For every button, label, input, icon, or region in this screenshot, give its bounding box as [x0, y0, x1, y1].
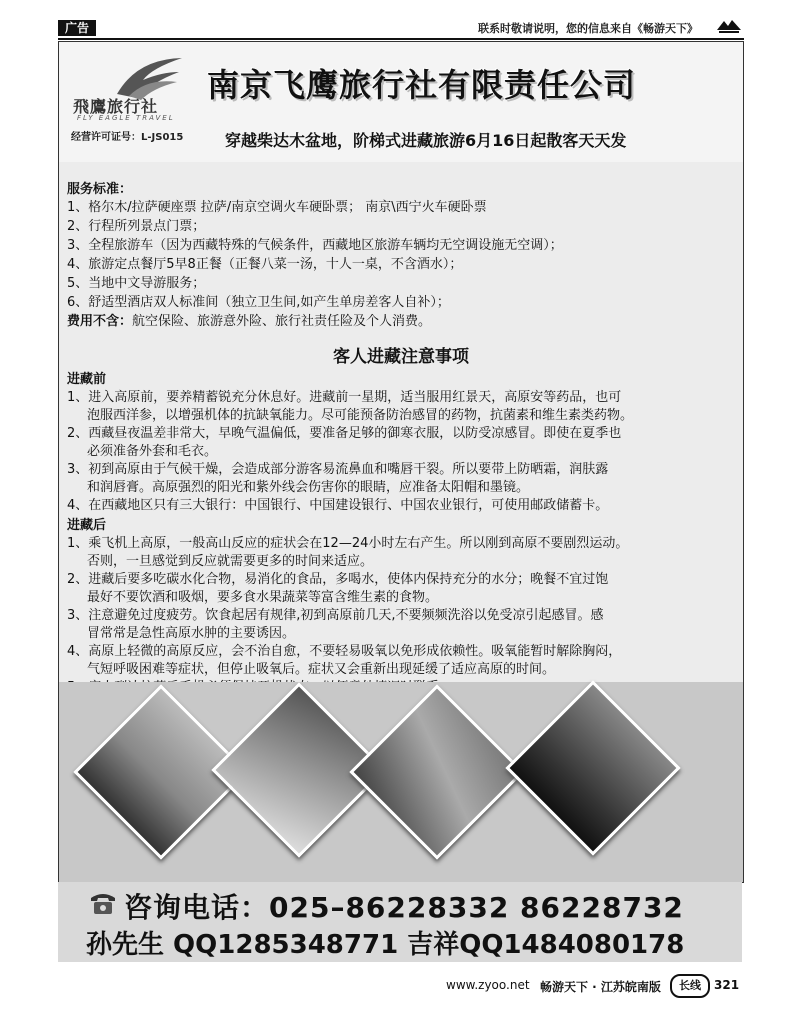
service-item: 1、格尔木/拉萨硬座票 拉萨/南京空调火车硬卧票； 南京\西宁火车硬卧票 [67, 200, 487, 215]
ad-tag: 广告 [58, 20, 96, 36]
lake-birds-photo [349, 684, 524, 859]
after-note: 4、高原上轻微的高原反应，会不治自愈，不要轻易吸氧以免形成依赖性。吸氧能暂时解除胸闷， [67, 644, 622, 659]
before-note: 必须准备外套和毛衣。 [87, 444, 218, 459]
contact-block [58, 882, 742, 962]
header [59, 42, 743, 162]
contact-qq: 孙先生 QQ1285348771 吉祥QQ1484080178 [86, 930, 685, 960]
after-note: 否则，一旦感觉到反应就需要更多的时间来适应。 [87, 554, 374, 569]
service-item: 2、行程所列景点门票； [67, 219, 206, 234]
top-bar [0, 0, 800, 40]
before-note: 2、西藏昼夜温差非常大，早晚气温偏低，要准备足够的御寒衣服，以防受凉感冒。即使在夏季也 [67, 426, 622, 441]
service-title: 服务标准： [67, 182, 133, 197]
logo-english-name: FLY EAGLE TRAVEL [77, 114, 175, 122]
before-label: 进藏前 [67, 372, 107, 387]
before-note: 和润唇膏。高原强烈的阳光和紫外线会伤害你的眼睛，应准备太阳帽和墨镜。 [87, 480, 530, 495]
footer-section-badge: 长线 [670, 974, 710, 998]
photo-collage [59, 682, 743, 882]
tour-headline: 穿越柴达木盆地，阶梯式进藏旅游6月16日起散客天天发 [225, 131, 627, 150]
after-note: 2、进藏后要多吃碳水化合物，易消化的食品，多喝水，使体内保持充分的水分；晚餐不宜过饱 [67, 572, 609, 587]
consult-phone: 咨询电话：025–86228332 86228732 [124, 891, 684, 924]
license-number: 经营许可证号：L-JS015 [71, 132, 184, 143]
after-note: 最好不要饮酒和吸烟，要多食水果蔬菜等富含维生素的食物。 [87, 590, 439, 605]
phone-icon [88, 890, 118, 916]
excluded-label: 费用不含： [67, 314, 133, 329]
after-note: 冒常常是急性高原水肿的主要诱因。 [87, 626, 296, 641]
excluded-text: 航空保险、旅游意外险、旅行社责任险及个人消费。 [132, 314, 432, 329]
after-note: 气短呼吸困难等症状，但停止吸氧后。症状又会重新出现延缓了适应高原的时间。 [87, 662, 556, 677]
buddha-statue-photo [505, 680, 680, 855]
after-label: 进藏后 [67, 518, 107, 533]
magazine-logo-icon [716, 18, 742, 38]
service-item: 5、当地中文导游服务； [67, 276, 206, 291]
before-note: 泡服西洋参，以增强机体的抗缺氧能力。尽可能预备防治感冒的药物，抗菌素和维生素类药物。 [87, 408, 634, 423]
excluded-costs [67, 310, 431, 329]
page-footer [0, 970, 800, 1000]
advertisement-frame [58, 41, 744, 883]
top-notice: 联系时敬请说明，您的信息来自《畅游天下》 [478, 22, 698, 35]
content-body [59, 162, 743, 682]
page-number: 321 [714, 978, 740, 992]
footer-url: www.zyoo.net [446, 978, 530, 992]
notes-title: 客人进藏注意事项 [333, 347, 469, 367]
after-note: 3、注意避免过度疲劳。饮食起居有规律,初到高原前几天,不要频频洗浴以免受凉引起感冒。感 [67, 608, 604, 623]
company-name: 南京飞鹰旅行社有限责任公司 [207, 66, 637, 104]
logo-chinese-name: 飛鷹旅行社 [73, 97, 159, 116]
before-note: 3、初到高原由于气候干燥，会造成部分游客易流鼻血和嘴唇干裂。所以要带上防晒霜，润肤露 [67, 462, 609, 477]
service-item: 3、全程旅游车（因为西藏特殊的气候条件，西藏地区旅游车辆均无空调设施无空调）； [67, 238, 563, 253]
service-item: 6、舒适型酒店双人标准间（独立卫生间,如产生单房差客人自补）； [67, 295, 450, 310]
after-note: 1、乘飞机上高原，一般高山反应的症状会在12—24小时左右产生。所以刚到高原不要剧烈运动。 [67, 536, 629, 551]
top-divider [58, 38, 744, 40]
service-item: 4、旅游定点餐厅5早8正餐（正餐八菜一汤，十人一桌，不含酒水）； [67, 257, 463, 272]
before-note: 4、在西藏地区只有三大银行：中国银行、中国建设银行、中国农业银行，可使用邮政储蓄卡。 [67, 498, 609, 513]
footer-magazine: 畅游天下 · 江苏皖南版 [540, 980, 661, 994]
before-note: 1、进入高原前，要养精蓄锐充分休息好。进藏前一星期，适当服用红景天，高原安等药品，也可 [67, 390, 622, 405]
